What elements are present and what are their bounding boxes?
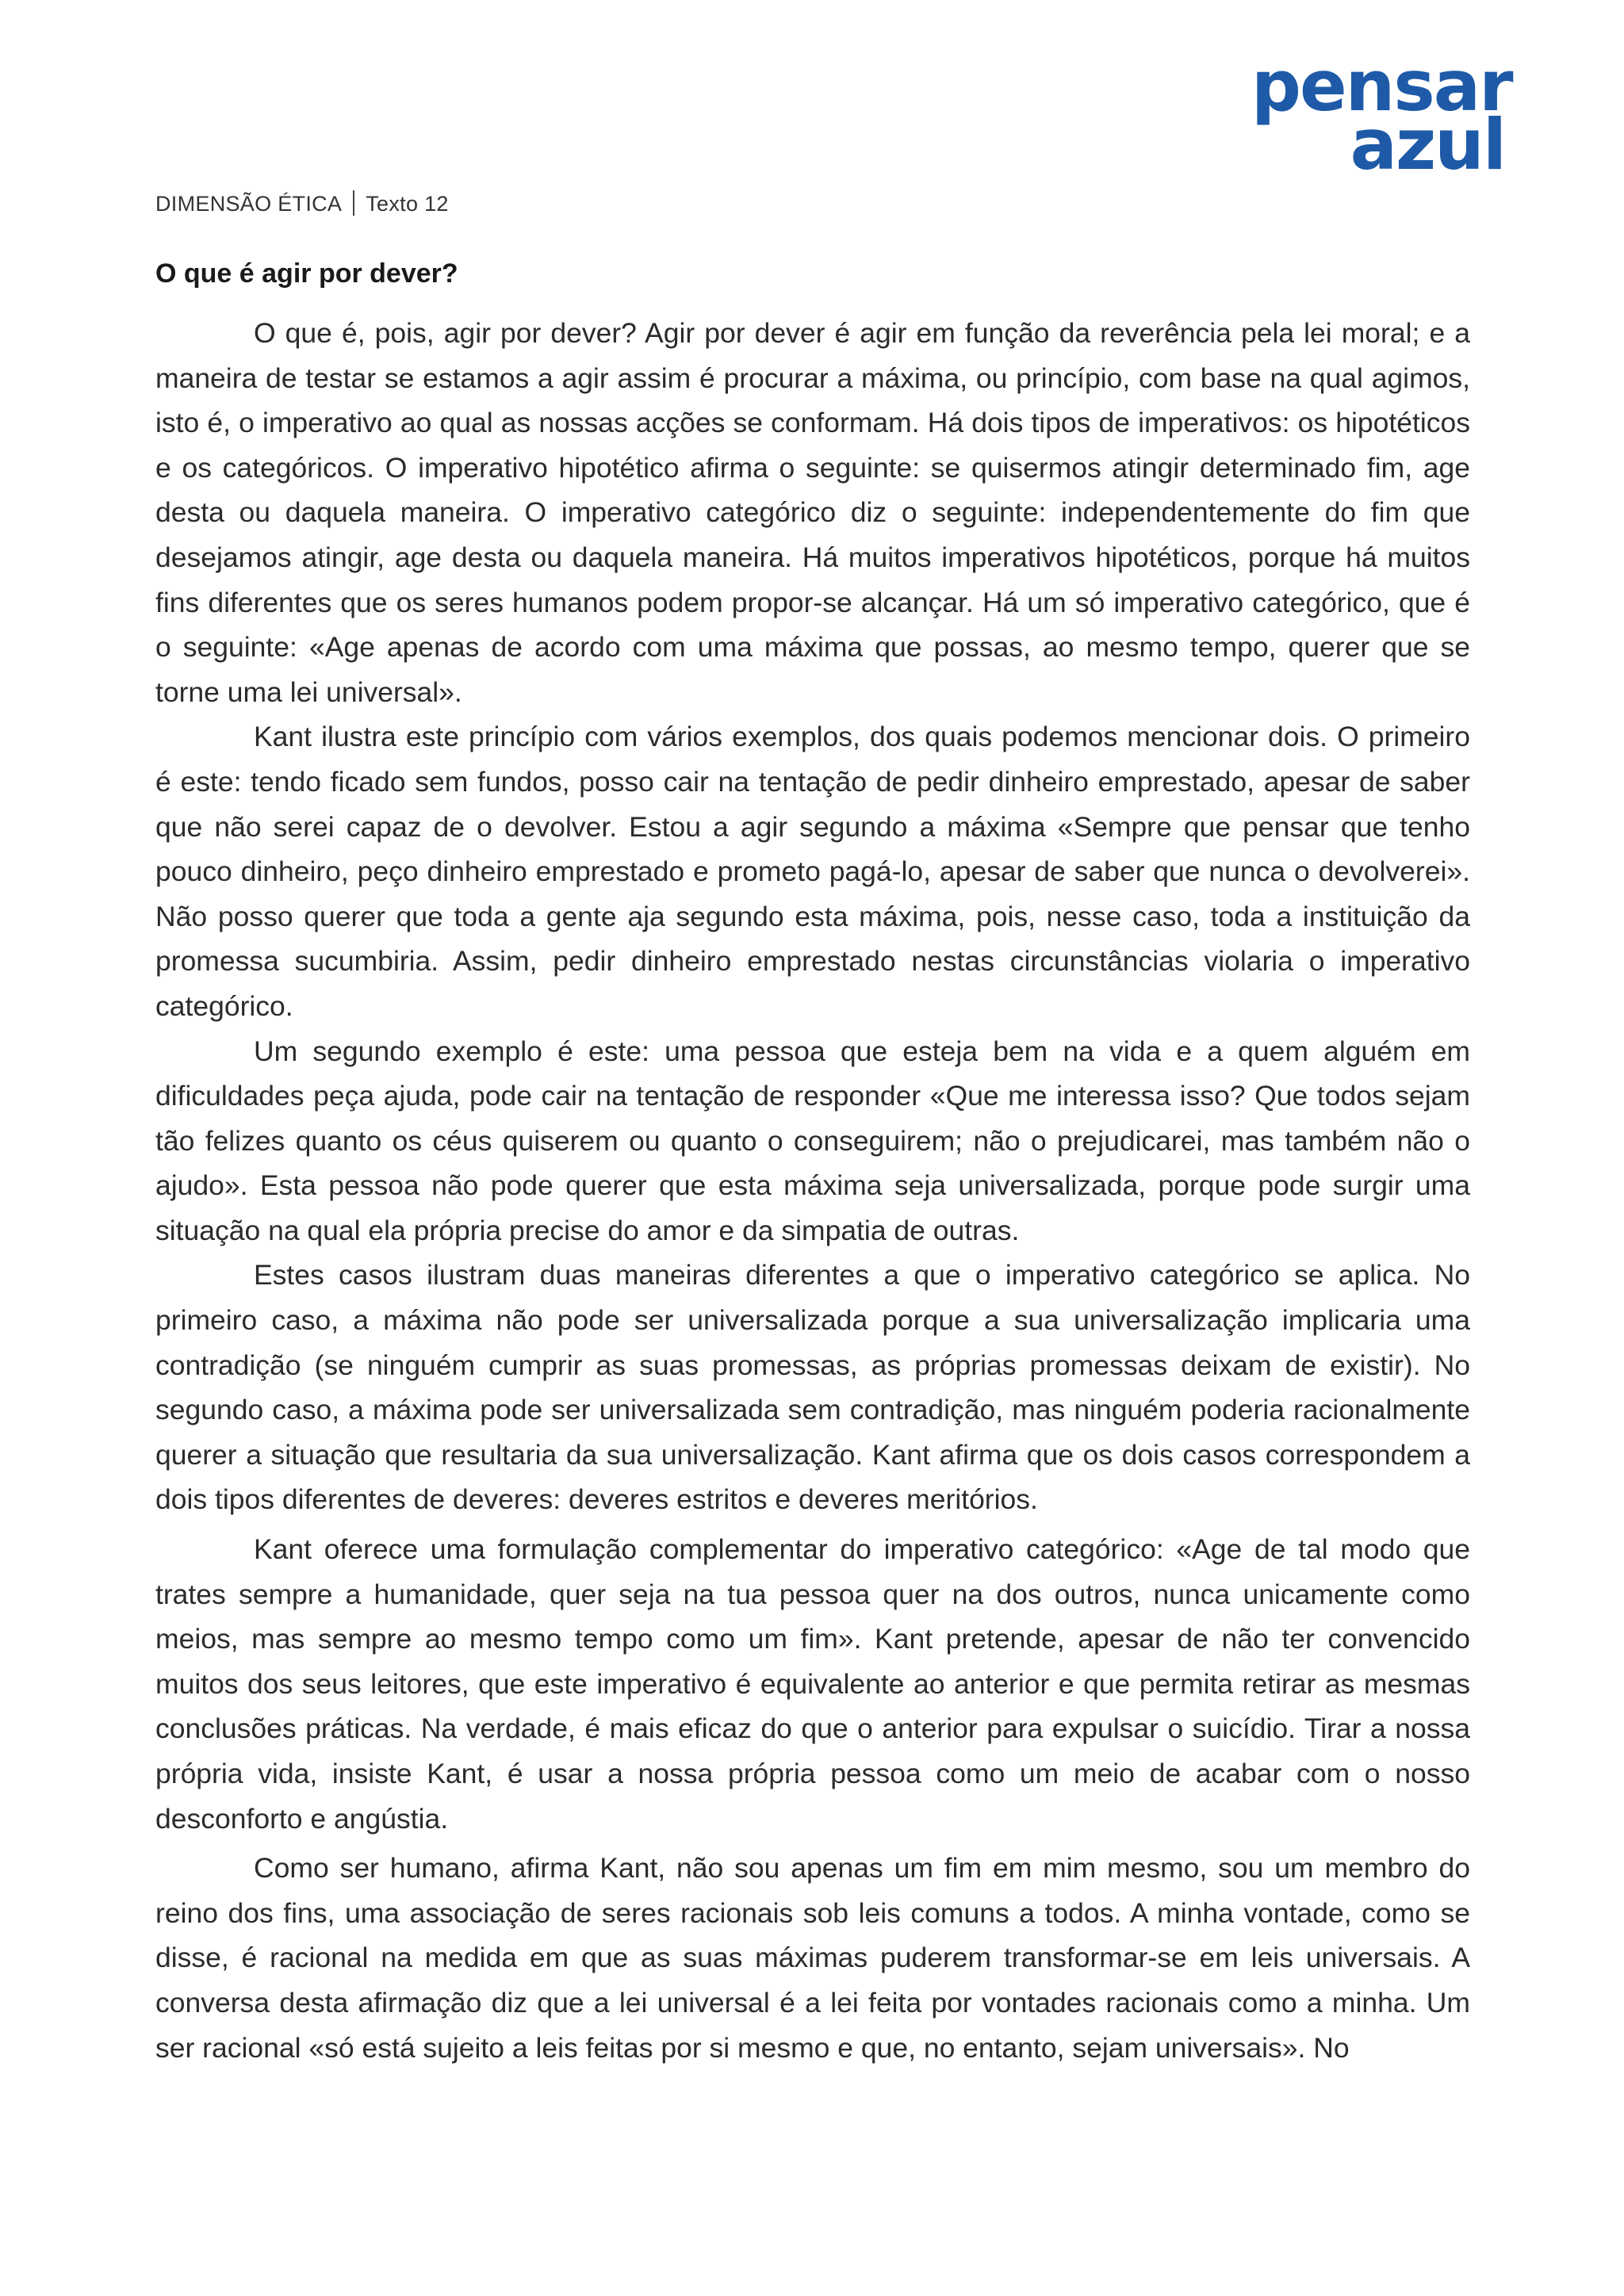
paragraph-4: Estes casos ilustram duas maneiras diferentes a que o imperativo categórico se aplica. No primeiro caso, a máxima não pode ser universalizada porque a sua universalização implicaria uma contradição (se ninguém cumprir as suas promessas, as próprias promessas deixam de existir). No segundo caso, a máxima pode ser universalizada sem contradição, mas ninguém poderia racionalmente querer a situação que resultaria da sua universalização. Kant afirma que os dois casos correspondem a dois tipos diferentes de deveres: deveres estritos e deveres meritórios.	[155, 1259, 1470, 1516]
paragraph-6: Como ser humano, afirma Kant, não sou apenas um fim em mim mesmo, sou um membro do reino dos fins, uma associação de seres racionais sob leis comuns a todos. A minha vontade, como se disse, é racional na medida em que as suas máximas puderem transformar-se em leis universais. A conversa desta afirmação diz que a lei universal é a lei feita por vontades racionais como a minha. Um ser racional «só está sujeito a leis feitas por si mesmo e que, no entanto, sejam universais». No	[155, 1852, 1470, 2064]
logo-line-pensar: pensar	[1251, 45, 1512, 127]
pensar-azul-logo	[1251, 45, 1512, 186]
paragraph-3: Um segundo exemplo é este: uma pessoa que esteja bem na vida e a quem alguém em dificuldades peça ajuda, pode cair na tentação de responder «Que me interessa isso? Que todos sejam tão felizes quanto os céus quiserem ou quanto o conseguirem; não o prejudicarei, mas também não o ajudo». Esta pessoa não pode querer que esta máxima seja universalizada, porque pode surgir uma situação na qual ela própria precise do amor e da simpatia de outras.	[155, 1035, 1470, 1246]
document-title: O que é agir por dever?	[155, 258, 458, 289]
text-number-label: Texto 12	[366, 192, 449, 216]
paragraph-2: Kant ilustra este princípio com vários exemplos, dos quais podemos mencionar dois. O primeiro é este: tendo ficado sem fundos, posso cair na tentação de pedir dinheiro emprestado, apesar de saber que não serei capaz de o devolver. Estou a agir segundo a máxima «Sempre que pensar que tenho pouco dinheiro, peço dinheiro emprestado e prometo pagá-lo, apesar de saber que nunca o devolverei». Não posso querer que toda a gente aja segundo esta máxima, pois, nesse caso, toda a instituição da promessa sucumbiria. Assim, pedir dinheiro emprestado nestas circunstâncias violaria o imperativo categórico.	[155, 721, 1470, 1022]
section-label: DIMENSÃO ÉTICA	[155, 192, 343, 216]
document-body	[155, 311, 1470, 2070]
logo-line-azul: azul	[1350, 104, 1505, 186]
paragraph-1: O que é, pois, agir por dever? Agir por dever é agir em função da reverência pela lei moral; e a maneira de testar se estamos a agir assim é procurar a máxima, ou princípio, com base na qual agimos, isto é, o imperativo ao qual as nossas acções se conformam. Há dois tipos de imperativos: os hipotéticos e os categóricos. O imperativo hipotético afirma o seguinte: se quisermos atingir determinado fim, age desta ou daquela maneira. O imperativo categórico diz o seguinte: independentemente do fim que desejamos atingir, age desta ou daquela maneira. Há muitos imperativos hipotéticos, porque há muitos fins diferentes que os seres humanos podem propor-se alcançar. Há um só imperativo categórico, que é o seguinte: «Age apenas de acordo com uma máxima que possas, ao mesmo tempo, querer que se torne uma lei universal».	[155, 317, 1470, 708]
header-divider	[353, 190, 354, 216]
paragraph-5: Kant oferece uma formulação complementar do imperativo categórico: «Age de tal modo que trates sempre a humanidade, quer seja na tua pessoa quer na dos outros, nunca unicamente como meios, mas sempre ao mesmo tempo como um fim». Kant pretende, apesar de não ter convencido muitos dos seus leitores, que este imperativo é equivalente ao anterior e que permita retirar as mesmas conclusões práticas. Na verdade, é mais eficaz do que o anterior para expulsar o suicídio. Tirar a nossa própria vida, insiste Kant, é usar a nossa própria pessoa como um meio de acabar com o nosso desconforto e angústia.	[155, 1533, 1470, 1835]
running-header	[155, 190, 449, 216]
